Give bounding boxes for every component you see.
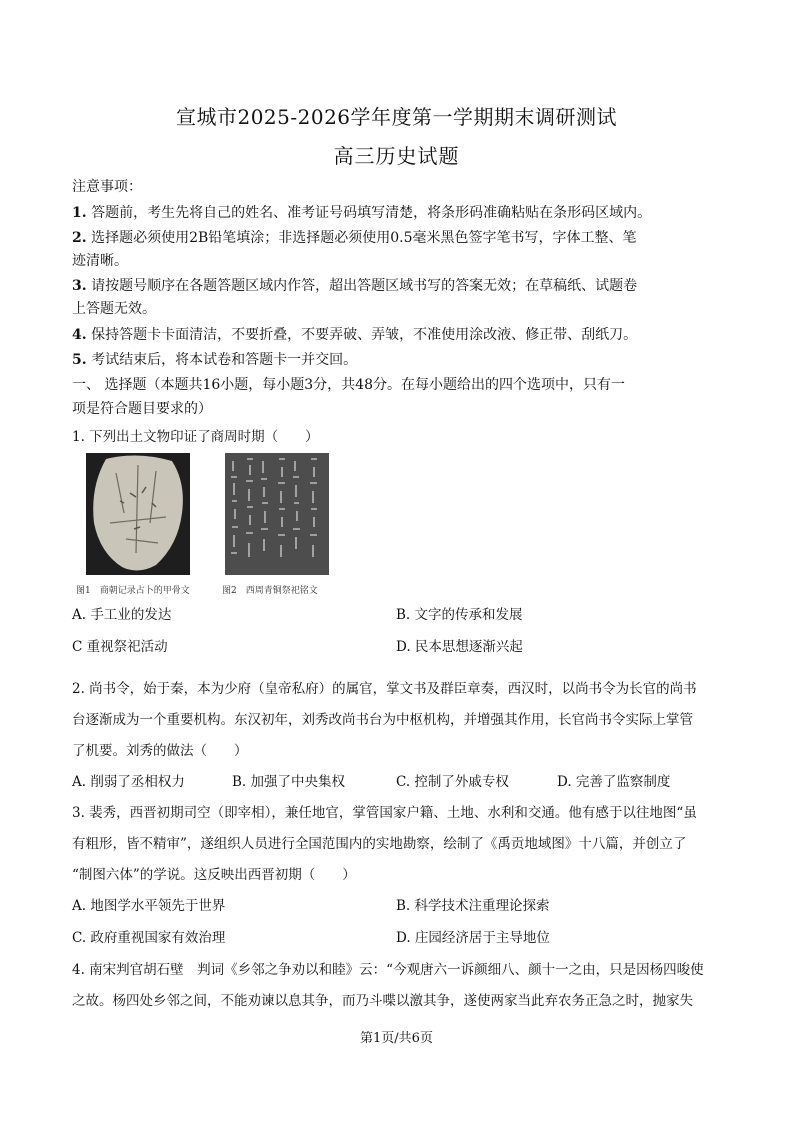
q1-option-a: A. 手工业的发达 bbox=[72, 607, 172, 623]
q2-option-a: A. 削弱了丞相权力 bbox=[72, 774, 185, 790]
q1-option-c: C 重视祭祀活动 bbox=[72, 639, 168, 655]
q2-option-d: D. 完善了监察制度 bbox=[557, 774, 671, 790]
q2-stem-line2: 台逐渐成为一个重要机构。东汉初年，刘秀改尚书台为中枢机构，并增强其作用，长官尚书令实际上掌管 bbox=[72, 712, 693, 728]
q1-option-d: D. 民本思想逐渐兴起 bbox=[396, 639, 523, 655]
q4-stem-line2: 之故。杨四处乡邻之间，不能劝谏以息其争，而乃斗喋以激其争，遂使两家当此弃农务正急之时，抛家失 bbox=[72, 993, 693, 1009]
figure2-caption: 图2 西周青铜祭祀铭文 bbox=[222, 586, 318, 596]
q3-stem-line2: 有粗形，皆不精审”，遂组织人员进行全国范围内的实地勘察，绘制了《禹贡地域图》十八篇，并创立了 bbox=[72, 836, 687, 852]
notice-item-3-cont: 上答题无效。 bbox=[72, 301, 156, 317]
notice-num: 2. bbox=[72, 230, 87, 246]
q1-stem: 1. 下列出土文物印证了商周时期（ ） bbox=[72, 429, 319, 445]
notice-num: 4. bbox=[72, 327, 87, 343]
page-footer: 第1页/共6页 bbox=[360, 1031, 433, 1046]
q3-option-a: A. 地图学水平领先于世界 bbox=[72, 898, 226, 914]
section1-heading: 一、 选择题（本题共16小题，每小题3分，共48分。在每小题给出的四个选项中，只有一 bbox=[72, 377, 625, 393]
notice-item-4 bbox=[72, 324, 732, 344]
notice-item-3 bbox=[72, 275, 732, 295]
q4-stem-line1: 4. 南宋判官胡石壁 判词《乡邻之争劝以和睦》云：“今观唐六一诉颜细八、颜十一之由，只是因杨四唆使 bbox=[72, 962, 704, 978]
section1-heading-cont: 项是符合题目要求的） bbox=[72, 401, 212, 417]
notice-item-2 bbox=[72, 227, 732, 247]
exam-subtitle: 高三历史试题 bbox=[333, 144, 460, 168]
q2-stem-line1: 2. 尚书令，始于秦，本为少府（皇帝私府）的属官，掌文书及群臣章奏，西汉时，以尚书令为长官的尚书 bbox=[72, 681, 697, 697]
notice-text: 保持答题卡卡面清洁，不要折叠，不要弄破、弄皱，不准使用涂改液、修正带、刮纸刀。 bbox=[91, 327, 638, 343]
notice-text: 考试结束后，将本试卷和答题卡一并交回。 bbox=[91, 352, 358, 368]
notice-item-2-cont: 迹清晰。 bbox=[72, 253, 128, 269]
exam-title-text: 宣城市2025-2026学年度第一学期期末调研测试 bbox=[175, 105, 618, 129]
oracle-bone-image bbox=[86, 453, 190, 575]
notice-text: 选择题必须使用2B铅笔填涂；非选择题必须使用0.5毫米黑色签字笔书写，字体工整、笔 bbox=[91, 230, 637, 246]
q3-stem-line1: 3. 裴秀，西晋初期司空（即宰相），兼任地官，掌管国家户籍、土地、水利和交通。他有感于以往地图“虽 bbox=[72, 805, 697, 821]
figure1-caption: 图1 商朝记录占卜的甲骨文 bbox=[76, 586, 190, 596]
notice-item-1 bbox=[72, 202, 732, 222]
q2-option-b: B. 加强了中央集权 bbox=[232, 774, 346, 790]
notice-num: 3. bbox=[72, 278, 87, 294]
q3-option-b: B. 科学技术注重理论探索 bbox=[396, 898, 550, 914]
q3-option-c: C. 政府重视国家有效治理 bbox=[72, 930, 226, 946]
notice-heading: 注意事项： bbox=[72, 179, 142, 195]
notice-text: 答题前，考生先将自己的姓名、准考证号码填写清楚，将条形码准确粘贴在条形码区域内。 bbox=[91, 205, 652, 221]
q2-option-c: C. 控制了外戚专权 bbox=[396, 774, 509, 790]
oracle-bone-shape bbox=[86, 453, 190, 575]
notice-num: 1. bbox=[72, 205, 87, 221]
notice-text: 请按题号顺序在各题答题区域内作答，超出答题区域书写的答案无效；在草稿纸、试题卷 bbox=[91, 278, 638, 294]
q2-stem-line3: 了机要。刘秀的做法（ ） bbox=[72, 743, 248, 759]
exam-title bbox=[0, 101, 793, 130]
notice-item-5 bbox=[72, 349, 732, 369]
bronze-inscription-image bbox=[225, 453, 329, 575]
bronze-inscription-rubbing bbox=[225, 453, 329, 575]
q3-stem-line3: “制图六体”的学说。这反映出西晋初期（ ） bbox=[72, 867, 356, 883]
q1-option-b: B. 文字的传承和发展 bbox=[396, 607, 523, 623]
notice-num: 5. bbox=[72, 352, 87, 368]
q3-option-d: D. 庄园经济居于主导地位 bbox=[396, 930, 550, 946]
